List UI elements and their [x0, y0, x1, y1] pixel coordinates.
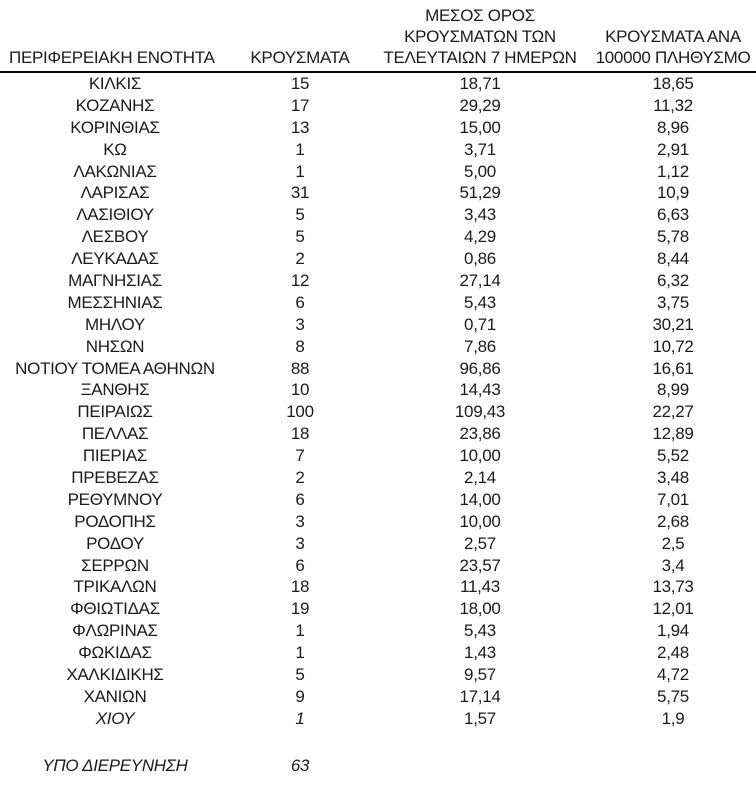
- avg7-value: 18,00: [459, 599, 501, 619]
- per100k-value: 3,75: [657, 292, 689, 312]
- avg7-value: 17,14: [459, 686, 501, 706]
- per100k-value: 5,75: [657, 686, 689, 706]
- column-header-cases-per-100k-line1: ΚΡΟΥΣΜΑΤΑ ΑΝΑ: [605, 27, 741, 46]
- per100k-value: 1,12: [657, 161, 689, 181]
- region-name: ΛΕΣΒΟΥ: [81, 227, 149, 247]
- cases-value: 5: [295, 664, 305, 684]
- avg7-value: 3,71: [464, 139, 496, 159]
- table-row: [0, 686, 756, 708]
- column-header-7day-average-line3: ΤΕΛΕΥΤΑΙΩΝ 7 ΗΜΕΡΩΝ: [383, 48, 577, 67]
- under-investigation-cases-value: 63: [290, 755, 310, 775]
- per100k-value: 8,44: [657, 249, 689, 269]
- per100k-value: 8,99: [657, 380, 689, 400]
- avg7-value: 14,43: [459, 380, 501, 400]
- table-row: [0, 401, 756, 423]
- cases-value: 19: [290, 599, 310, 619]
- avg7-value: 96,86: [459, 358, 501, 378]
- table-row: [0, 73, 756, 95]
- region-name: ΚΙΛΚΙΣ: [88, 73, 142, 93]
- region-name: ΚΩ: [103, 139, 127, 159]
- per100k-value: 10,9: [657, 183, 689, 203]
- region-name: ΡΟΔΟΠΗΣ: [74, 511, 156, 531]
- cases-value: 100: [286, 402, 314, 422]
- column-header-regional-unit: [0, 47, 230, 68]
- table-row: [0, 204, 756, 226]
- region-name: ΡΟΔΟΥ: [86, 533, 144, 553]
- region-name: ΛΕΥΚΑΔΑΣ: [71, 249, 159, 269]
- per100k-value: 2,68: [657, 511, 689, 531]
- cases-value: 88: [290, 358, 310, 378]
- per100k-value: 2,5: [661, 533, 685, 553]
- region-name: ΦΛΩΡΙΝΑΣ: [72, 621, 158, 641]
- avg7-value: 0,86: [464, 249, 496, 269]
- table-row: [0, 423, 756, 445]
- column-header-cases-label: ΚΡΟΥΣΜΑΤΑ: [250, 48, 350, 67]
- column-header-cases-per-100k: [590, 26, 756, 68]
- avg7-value: 11,43: [460, 577, 500, 597]
- region-name: ΠΕΙΡΑΙΩΣ: [77, 402, 153, 422]
- avg7-value: 27,14: [459, 270, 501, 290]
- cases-value: 18: [290, 424, 310, 444]
- avg7-value: 10,00: [459, 511, 501, 531]
- cases-value: 12: [290, 270, 310, 290]
- per100k-value: 13,73: [652, 577, 694, 597]
- region-name: ΚΟΖΑΝΗΣ: [75, 95, 155, 115]
- avg7-value: 9,57: [464, 664, 496, 684]
- per100k-value: 4,72: [657, 664, 689, 684]
- per100k-value: 5,52: [657, 446, 689, 466]
- region-name: ΧΑΝΙΩΝ: [83, 686, 147, 706]
- region-name: ΜΑΓΝΗΣΙΑΣ: [68, 270, 162, 290]
- cases-value: 9: [295, 686, 305, 706]
- region-name: ΧΙΟΥ: [95, 708, 135, 728]
- per100k-value: 8,96: [657, 117, 689, 137]
- table-row: [0, 511, 756, 533]
- region-name: ΤΡΙΚΑΛΩΝ: [73, 577, 157, 597]
- region-name: ΦΘΙΩΤΙΔΑΣ: [70, 599, 160, 619]
- region-name: ΡΕΘΥΜΝΟΥ: [67, 489, 163, 509]
- avg7-value: 1,57: [464, 708, 496, 728]
- avg7-value: 29,29: [459, 95, 501, 115]
- region-name: ΠΙΕΡΙΑΣ: [82, 446, 148, 466]
- region-name: ΠΕΛΛΑΣ: [81, 424, 149, 444]
- avg7-value: 2,57: [464, 533, 496, 553]
- avg7-value: 23,86: [459, 424, 501, 444]
- cases-value: 6: [295, 292, 305, 312]
- per100k-value: 1,9: [661, 708, 685, 728]
- per100k-value: 12,89: [652, 424, 694, 444]
- cases-value: 8: [295, 336, 305, 356]
- cases-value: 18: [290, 577, 310, 597]
- per100k-value: 5,78: [657, 227, 689, 247]
- avg7-value: 5,43: [464, 621, 496, 641]
- table-row: [0, 664, 756, 686]
- table-row: [0, 467, 756, 489]
- avg7-value: 2,14: [464, 467, 496, 487]
- per100k-value: 10,72: [652, 336, 694, 356]
- avg7-value: 7,86: [464, 336, 496, 356]
- table-row: [0, 555, 756, 577]
- table-row: [0, 642, 756, 664]
- per100k-value: 18,65: [652, 73, 694, 93]
- cases-value: 6: [295, 555, 305, 575]
- per100k-value: 2,91: [657, 139, 689, 159]
- per100k-value: 16,61: [652, 358, 694, 378]
- per100k-value: 12,01: [652, 599, 694, 619]
- cases-value: 1: [295, 139, 305, 159]
- table-row: [0, 292, 756, 314]
- table-row: [0, 182, 756, 204]
- table-row: [0, 708, 756, 730]
- cases-value: 17: [290, 95, 310, 115]
- table-row: [0, 445, 756, 467]
- column-header-cases-per-100k-line2: 100000 ΠΛΗΘΥΣΜΟ: [595, 48, 751, 67]
- per100k-value: 6,63: [657, 205, 689, 225]
- cases-value: 6: [295, 489, 305, 509]
- column-header-7day-average-line1: ΜΕΣΟΣ ΟΡΟΣ: [425, 6, 535, 25]
- table-row: [0, 117, 756, 139]
- region-name: ΜΗΛΟΥ: [85, 314, 145, 334]
- per100k-value: 30,21: [652, 314, 694, 334]
- table-row: [0, 358, 756, 380]
- avg7-value: 0,71: [464, 314, 496, 334]
- per100k-value: 11,32: [653, 95, 693, 115]
- avg7-value: 109,43: [454, 402, 506, 422]
- column-header-7day-average: [370, 5, 590, 68]
- region-name: ΧΑΛΚΙΔΙΚΗΣ: [66, 664, 164, 684]
- table-body: [0, 73, 756, 730]
- cases-value: 3: [295, 314, 305, 334]
- per100k-value: 2,48: [657, 643, 689, 663]
- region-name: ΜΕΣΣΗΝΙΑΣ: [67, 292, 163, 312]
- region-name: ΛΑΚΩΝΙΑΣ: [73, 161, 157, 181]
- cases-value: 7: [295, 446, 305, 466]
- cases-value: 1: [295, 643, 305, 663]
- cases-value: 2: [295, 249, 305, 269]
- table-row: [0, 270, 756, 292]
- cases-value: 10: [290, 380, 310, 400]
- avg7-value: 3,43: [464, 205, 496, 225]
- avg7-value: 14,00: [459, 489, 501, 509]
- region-name: ΣΕΡΡΩΝ: [81, 555, 149, 575]
- column-header-regional-unit-label: ΠΕΡΙΦΕΡΕΙΑΚΗ ΕΝΟΤΗΤΑ: [9, 48, 215, 67]
- cases-value: 1: [295, 621, 305, 641]
- cases-value: 5: [295, 205, 305, 225]
- per100k-value: 3,48: [657, 467, 689, 487]
- cases-value: 2: [295, 467, 305, 487]
- region-name: ΠΡΕΒΕΖΑΣ: [71, 467, 159, 487]
- table-row: [0, 598, 756, 620]
- table-row: [0, 620, 756, 642]
- region-name: ΝΗΣΩΝ: [85, 336, 145, 356]
- table-row: [0, 226, 756, 248]
- cases-value: 3: [295, 511, 305, 531]
- table-row: [0, 336, 756, 358]
- region-name: ΞΑΝΘΗΣ: [80, 380, 150, 400]
- table-row: [0, 161, 756, 183]
- region-name: ΚΟΡΙΝΘΙΑΣ: [70, 117, 160, 137]
- avg7-value: 5,43: [464, 292, 496, 312]
- table-row: [0, 533, 756, 555]
- table-row: [0, 576, 756, 598]
- table-row: [0, 95, 756, 117]
- table-row: [0, 139, 756, 161]
- table-header-row: [0, 0, 756, 73]
- cases-value: 15: [290, 73, 310, 93]
- cases-value: 31: [290, 183, 310, 203]
- avg7-value: 4,29: [464, 227, 496, 247]
- column-header-cases: [230, 47, 370, 68]
- cases-value: 3: [295, 533, 305, 553]
- region-name: ΛΑΣΙΘΙΟΥ: [76, 205, 154, 225]
- avg7-value: 23,57: [459, 555, 501, 575]
- table-row: [0, 314, 756, 336]
- per100k-value: 1,94: [657, 621, 689, 641]
- under-investigation-row: [0, 755, 756, 777]
- table-row: [0, 489, 756, 511]
- avg7-value: 10,00: [459, 446, 501, 466]
- table-row: [0, 379, 756, 401]
- region-name: ΝΟΤΙΟΥ ΤΟΜΕΑ ΑΘΗΝΩΝ: [15, 358, 215, 378]
- per100k-value: 3,4: [661, 555, 685, 575]
- avg7-value: 1,43: [464, 643, 496, 663]
- region-name: ΛΑΡΙΣΑΣ: [80, 183, 150, 203]
- table-row: [0, 248, 756, 270]
- cases-value: 1: [295, 708, 305, 728]
- per100k-value: 6,32: [657, 270, 689, 290]
- cases-value: 5: [295, 227, 305, 247]
- avg7-value: 18,71: [459, 73, 501, 93]
- avg7-value: 5,00: [464, 161, 496, 181]
- cases-value: 1: [295, 161, 305, 181]
- avg7-value: 51,29: [459, 183, 501, 203]
- under-investigation-label: ΥΠΟ ΔΙΕΡΕΥΝΗΣΗ: [42, 755, 188, 775]
- per100k-value: 7,01: [657, 489, 689, 509]
- cases-value: 13: [290, 117, 310, 137]
- per100k-value: 22,27: [652, 402, 694, 422]
- avg7-value: 15,00: [459, 117, 501, 137]
- region-name: ΦΩΚΙΔΑΣ: [78, 643, 152, 663]
- column-header-7day-average-line2: ΚΡΟΥΣΜΑΤΩΝ ΤΩΝ: [404, 27, 556, 46]
